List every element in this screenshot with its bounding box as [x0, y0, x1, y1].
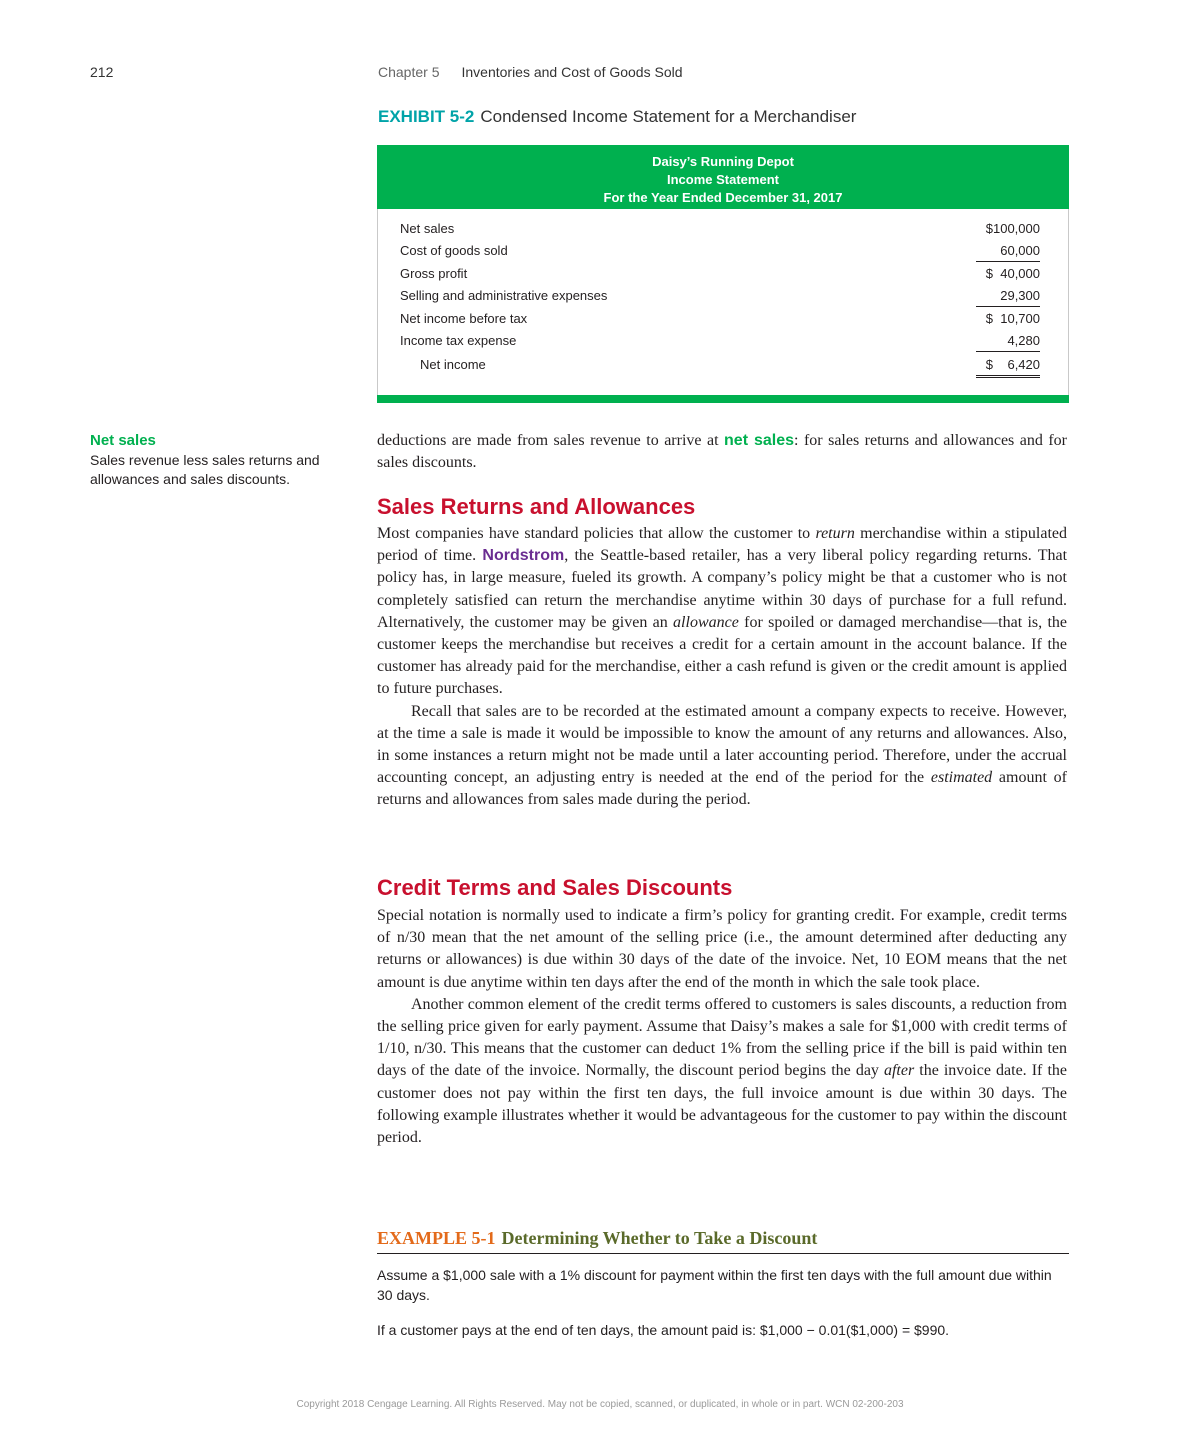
text-run: Recall that sales are to be recorded at the estimated amount a company expects to receive. However, at the time a sale is made it would be impossible to know the amount of any returns and allowances. Also, in some instances a return might not be made until a later accounting period. Therefore, under the accrual accounting concept, an adjusting entry is needed at the end of the period for the: [377, 702, 1067, 787]
intro-text-end: : for sales returns and allowances and for sales discounts.: [377, 432, 1068, 472]
text-run: the invoice date. If the customer does not pay within the first ten days, the full invoice amount is due within 30 days. The following example illustrates whether it would be advantageous for the customer to pay within the discount period.: [377, 1062, 1067, 1147]
row-amount: $ 6,420: [976, 355, 1040, 378]
example-heading: [377, 1228, 1069, 1254]
statement-footer-bar: [377, 395, 1069, 403]
section-body: [377, 905, 1067, 1149]
income-statement: [377, 145, 1069, 403]
intro-text: deductions are made from sales revenue to arrive at: [377, 432, 725, 449]
emphasis: estimated: [930, 769, 993, 787]
example-label: EXAMPLE 5-1: [377, 1228, 496, 1248]
statement-row: [400, 331, 1040, 353]
paragraph: [377, 523, 1067, 701]
section-body: [377, 523, 1067, 812]
row-amount: 60,000: [976, 241, 1040, 262]
text-run: amount of returns and allowances from sales made during the period.: [377, 769, 1067, 809]
statement-body: [377, 209, 1069, 395]
row-label: Selling and administrative expenses: [400, 288, 608, 303]
copyright-footer: Copyright 2018 Cengage Learning. All Rights Reserved. May not be copied, scanned, or duplicated, in whole or in part. WCN 02-200-203: [296, 1399, 904, 1410]
company-name: Daisy’s Running Depot: [652, 154, 794, 169]
statement-row: [400, 355, 1040, 377]
row-label: Gross profit: [400, 266, 468, 281]
example-paragraph: If a customer pays at the end of ten days, the amount paid is: $1,000 − 0.01($1,000) = $990.: [377, 1322, 950, 1338]
text-run: Another common element of the credit terms offered to customers is sales discounts, a reduction from the selling price given for early payment. Assume that Daisy’s makes a sale for $1,000 with credit terms of 1/10, n/30. This means that the customer can deduct 1% from the selling price if the bill is paid within ten days of the date of the invoice. Normally, the discount period begins the day: [377, 995, 1067, 1080]
paragraph: Special notation is normally used to indicate a firm’s policy for granting credit. For example, credit terms of n/30 mean that the net amount of the selling price (i.e., the amount determined after deducting any returns or allowances) is due within 30 days of the date of the invoice. Net, 10 EOM means that the net amount is due anytime within ten days after the end of the month in which the sale took place.: [377, 907, 1067, 991]
example-paragraph: Assume a $1,000 sale with a 1% discount for payment within the first ten days with the full amount due within 30 days.: [377, 1267, 1052, 1303]
emphasis: after: [883, 1062, 915, 1080]
paragraph: [377, 701, 1067, 812]
statement-row: [400, 264, 1040, 286]
company-name-highlight: Nordstrom: [482, 547, 565, 565]
row-label: Net income: [420, 357, 486, 372]
margin-definition: Sales revenue less sales returns and allowances and sales discounts.: [90, 452, 320, 487]
row-label: Net sales: [400, 221, 455, 236]
statement-row: [400, 286, 1040, 308]
text-run: Most companies have standard policies that allow the customer to: [377, 525, 816, 542]
exhibit-title: Condensed Income Statement for a Merchandiser: [480, 107, 857, 126]
emphasis: return: [815, 525, 855, 542]
section-heading: Credit Terms and Sales Discounts: [377, 875, 733, 900]
text-run: merchandise within a stipulated period of time.: [377, 525, 1068, 565]
row-label: Income tax expense: [400, 333, 517, 348]
statement-row: [400, 219, 1040, 241]
paragraph: [377, 994, 1067, 1149]
text-run: for spoiled or damaged merchandise—that is, the customer keeps the merchandise but receives a credit for a certain amount in the account balance. If the customer has already paid for the merchandise, either a cash refund is given or the credit amount is applied to future purchases.: [377, 613, 1068, 698]
statement-row: [400, 241, 1040, 263]
margin-term: Net sales: [90, 432, 156, 449]
intro-paragraph: [377, 430, 1067, 474]
exhibit-caption: [378, 107, 856, 127]
running-head: [378, 64, 683, 80]
emphasis: allowance: [673, 613, 739, 631]
row-label: Cost of goods sold: [400, 243, 508, 258]
statement-title: Income Statement: [667, 172, 779, 187]
statement-row: [400, 309, 1040, 331]
page-number: 212: [90, 64, 114, 80]
exhibit-label: EXHIBIT 5-2: [378, 107, 475, 126]
row-amount: 29,300: [976, 286, 1040, 307]
statement-period: For the Year Ended December 31, 2017: [603, 190, 843, 205]
row-amount: $ 10,700: [985, 311, 1040, 326]
chapter-title: Inventories and Cost of Goods Sold: [461, 64, 683, 80]
text-run: , the Seattle-based retailer, has a very liberal policy regarding returns. That policy has, in large measure, fueled its growth. A company’s policy might be that a customer who is not completely satisfied can return the merchandise anytime within 30 days of purchase for a full refund. Alternatively, the customer may be given an: [377, 547, 1068, 631]
row-amount: $ 40,000: [985, 266, 1040, 281]
chapter-label: Chapter 5: [378, 64, 440, 80]
row-amount: $100,000: [985, 221, 1040, 236]
example-title: Determining Whether to Take a Discount: [501, 1228, 818, 1248]
keyword-net-sales: net sales: [724, 432, 795, 449]
section-heading: Sales Returns and Allowances: [377, 494, 696, 519]
row-amount: 4,280: [976, 331, 1040, 352]
row-label: Net income before tax: [400, 311, 528, 326]
statement-header: [377, 145, 1069, 209]
